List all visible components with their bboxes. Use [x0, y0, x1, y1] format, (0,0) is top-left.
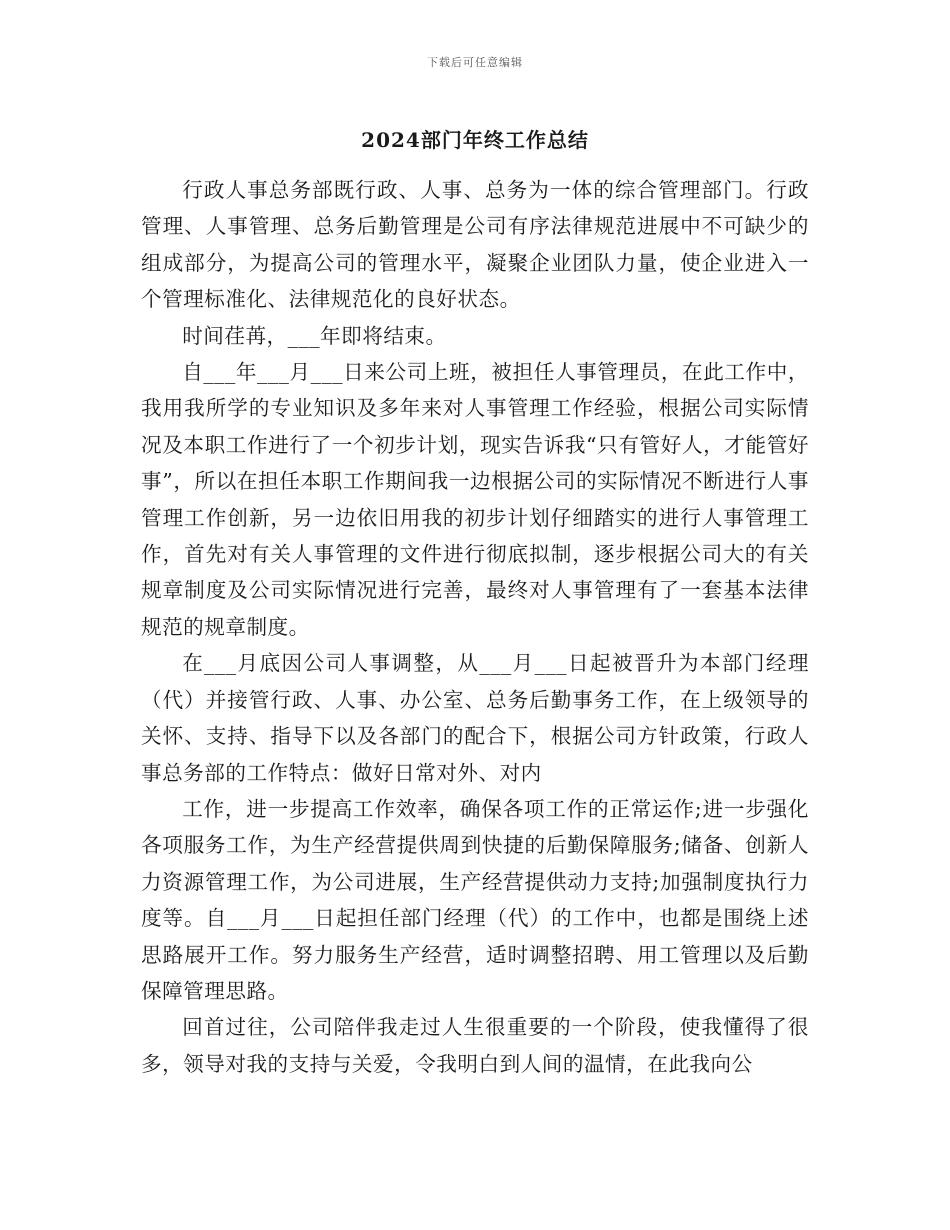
document-body: [141, 172, 809, 1082]
paragraph-intro: 行政人事总务部既行政、人事、总务为一体的综合管理部门。行政管理、人事管理、总务后勤管理是公司有序法律规范进展中不可缺少的组成部分，为提高公司的管理水平，凝聚企业团队力量，使企业进入一个管理标准化、法律规范化的良好状态。: [141, 178, 809, 312]
paragraph-start-work: 自___年___月___日来公司上班，被担任人事管理员，在此工作中，我用我所学的专业知识及多年来对人事管理工作经验，根据公司实际情况及本职工作进行了一个初步计划，现实告诉我“只有管好人，才能管好事”，所以在担任本职工作期间我一边根据公司的实际情况不断进行人事管理工作创新，另一边依旧用我的初步计划仔细踏实的进行人事管理工作，首先对有关人事管理的文件进行彻底拟制，逐步根据公司大的有关规章制度及公司实际情况进行完善，最终对人事管理有了一套基本法律规范的规章制度。: [141, 360, 809, 639]
paragraph-time: 时间荏苒，___年即将结束。: [182, 323, 447, 348]
paragraph-promotion: 在___月底因公司人事调整，从___月___日起被晋升为本部门经理（代）并接管行政、人事、办公室、总务后勤事务工作，在上级领导的关怀、支持、指导下以及各部门的配合下，根据公司方针政策，行政人事总务部的工作特点：做好日常对外、对内: [141, 651, 809, 785]
document-title: 2024部门年终工作总结: [361, 128, 589, 152]
paragraph-work-goals: 工作，进一步提高工作效率，确保各项工作的正常运作;进一步强化各项服务工作，为生产经营提供周到快捷的后勤保障服务;储备、创新人力资源管理工作，为公司进展，生产经营提供动力支持;加强制度执行力度等。自___月___日起担任部门经理（代）的工作中，也都是围绕上述思路展开工作。努力服务生产经营，适时调整招聘、用工管理以及后勤保障管理思路。: [141, 796, 809, 1003]
paragraph-retrospect: 回首过往，公司陪伴我走过人生很重要的一个阶段，使我懂得了很多，领导对我的支持与关爱，令我明白到人间的温情，在此我向公: [141, 1015, 809, 1076]
header-note: 下载后可任意编辑: [427, 56, 523, 69]
